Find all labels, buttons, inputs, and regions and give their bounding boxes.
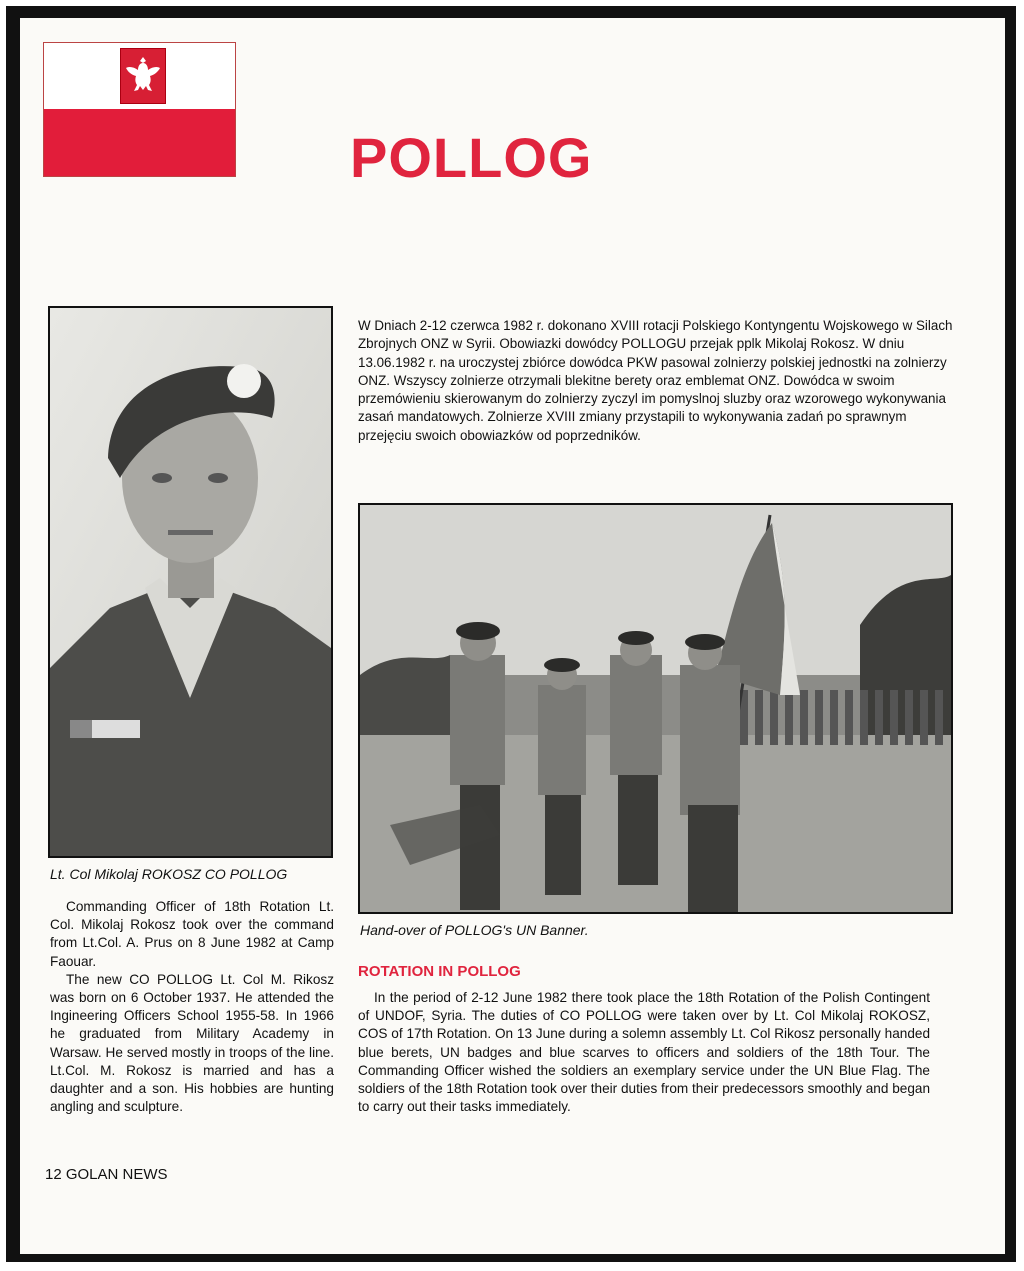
left-paragraph-1: Commanding Officer of 18th Rotation Lt. Col. Mikolaj Rokosz took over the command from Lt.Col. A. Prus on 8 June 1982 at Camp Faouar. [50,899,334,969]
page-title: POLLOG [350,126,593,189]
banner-handover-photo [358,503,953,914]
flag-red-band [44,109,235,176]
page-footer: 12 GOLAN NEWS [45,1166,168,1183]
flag-white-band [44,43,235,109]
left-paragraph-2: The new CO POLLOG Lt. Col M. Rikosz was born on 6 October 1937. He attended the Ingineering Officers School 1955-58. In 1966 he graduated from Military Academy in Warsaw. He served mostly in troops of the line. Lt.Col. M. Rokosz is married and has a daughter and a son. His hobbies are hunting angling and sculpture. [50,971,334,1115]
polish-article-text: W Dniach 2-12 czerwca 1982 r. dokonano XVIII rotacji Polskiego Kontyngentu Wojskowego w Silach Zbrojnych ONZ w Syrii. Obowiazki dowódcy POLLOGU przejak pplk Mikolaj Rokosz. W dniu 13.06.1982 r. na uroczystej zbiórce dowódca PKW pasowal zolnierzy polskiej jednostki na zolnierzy ONZ. Wszyscy zolnierze otrzymali blekitne berety oraz emblemat ONZ. Dowódca w swoim przemówieniu skierowanym do zolnierzy zyczyl im pomyslnoj sluzby oraz wzorowego wykonywania zasań mandatowych. Zolnierze XVIII zmiany przystapili to wykonywania zadań po sprawnym przejęciu swoich obowiazków od poprzedników. [358,318,953,443]
polish-flag [43,42,236,177]
portrait-caption: Lt. Col Mikolaj ROKOSZ CO POLLOG [50,866,288,882]
white-eagle-emblem-icon [120,48,166,104]
rotation-column-text [358,989,930,1116]
portrait-photo [48,306,333,858]
left-column-text [50,898,334,1116]
rotation-heading: ROTATION IN POLLOG [358,963,521,980]
banner-caption: Hand-over of POLLOG's UN Banner. [360,922,589,938]
rotation-paragraph: In the period of 2-12 June 1982 there took place the 18th Rotation of the Polish Contingent of UNDOF, Syria. The duties of CO POLLOG were taken over by Lt. Col Mikolaj ROKOSZ, COS of 17th Rotation. On 13 June during a solemn assembly Lt. Col Rikosz personally handed blue berets, UN badges and blue scarves to officers and soldiers of the 18th Tour. The Commanding Officer wished the soldiers an exemplary service under the UN Blue Flag. The soldiers of the 18th Rotation took over their duties from their predecessors smoothly and began to carry out their tasks immediately. [358,990,931,1115]
